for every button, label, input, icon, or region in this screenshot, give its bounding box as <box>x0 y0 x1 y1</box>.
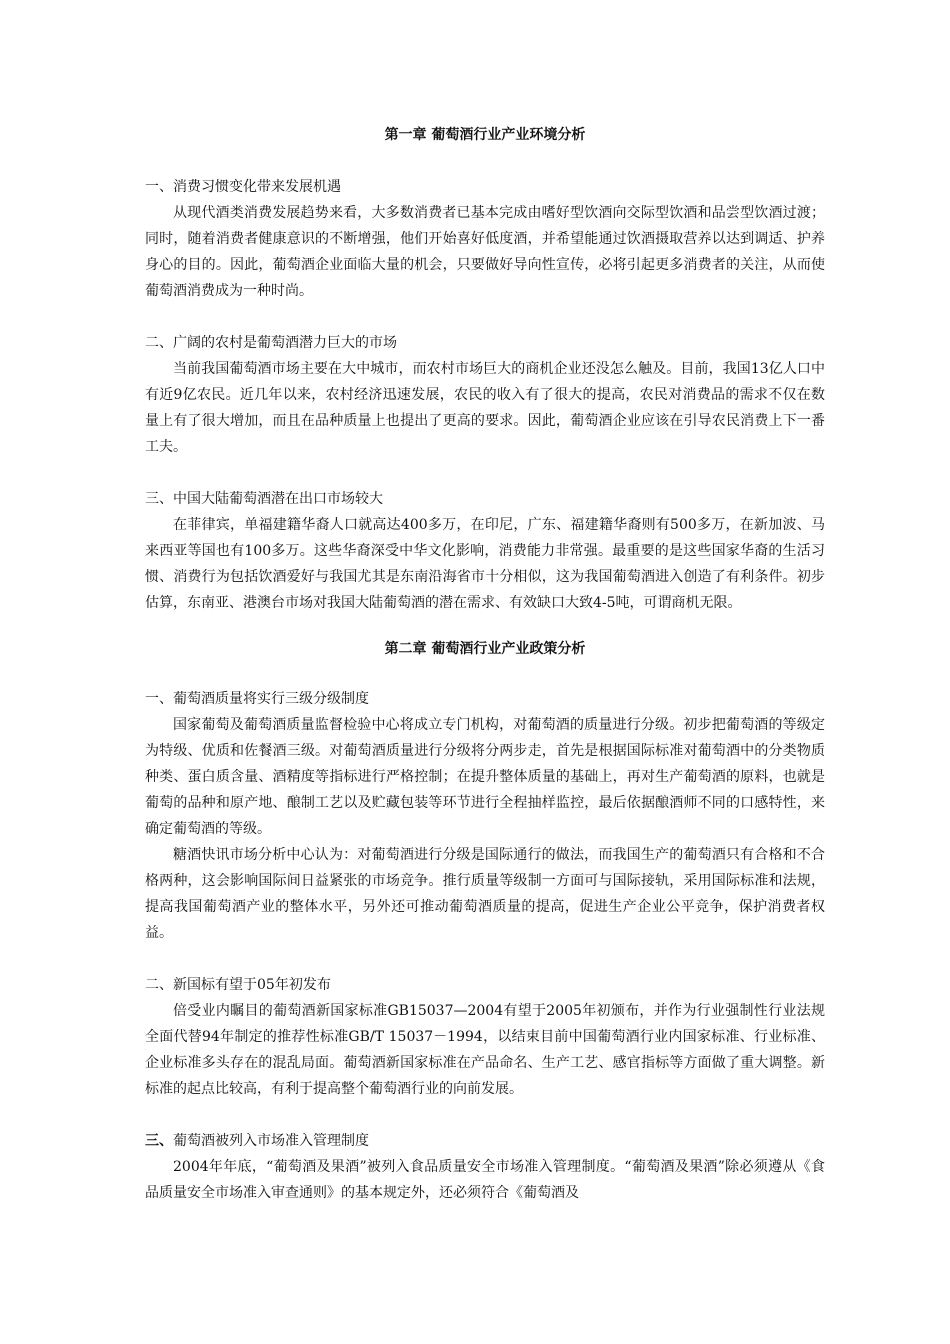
blank-line <box>145 304 825 330</box>
chapter2-section-2 <box>145 972 825 1102</box>
paragraph: 2004年年底，“葡萄酒及果酒”被列入食品质量安全市场准入管理制度。“葡萄酒及果酒”除必须遵从《食品质量安全市场准入审查通则》的基本规定外，还必须符合《葡萄酒及 <box>145 1159 825 1201</box>
section-heading: 二、广阔的农村是葡萄酒潜力巨大的市场 <box>145 335 397 351</box>
chapter1-title: 第一章 葡萄酒行业产业环境分析 <box>384 127 586 143</box>
section-heading: 一、消费习惯变化带来发展机遇 <box>145 179 341 195</box>
paragraph: 国家葡萄及葡萄酒质量监督检验中心将成立专门机构，对葡萄酒的质量进行分级。初步把葡萄酒的等级定为特级、优质和佐餐酒三级。对葡萄酒质量进行分级将分两步走，首先是根据国际标准对葡萄酒中的分类物质种类、蛋白质含量、酒精度等指标进行严格控制；在提升整体质量的基础上，再对生产葡萄酒的原料，也就是葡萄的品种和原产地、酿制工艺以及贮藏包装等环节进行全程抽样监控，最后依据酿酒师不同的口感特性，来确定葡萄酒的等级。 <box>145 717 825 837</box>
paragraph: 从现代酒类消费发展趋势来看，大多数消费者已基本完成由嗜好型饮酒向交际型饮酒和品尝型饮酒过渡；同时，随着消费者健康意识的不断增强，他们开始喜好低度酒，并希望能通过饮酒摄取营养以达到调适、护养身心的目的。因此，葡萄酒企业面临大量的机会，只要做好导向性宣传，必将引起更多消费者的关注，从而使葡萄酒消费成为一种时尚。 <box>145 205 825 299</box>
paragraph: 在菲律宾，单福建籍华裔人口就高达400多万，在印尼，广东、福建籍华裔则有500多万，在新加波、马来西亚等国也有100多万。这些华裔深受中华文化影响，消费能力非常强。最重要的是这些国家华裔的生活习惯、消费行为包括饮酒爱好与我国尤其是东南沿海省市十分相似，这为我国葡萄酒进入创造了有利条件。初步估算，东南亚、港澳台市场对我国大陆葡萄酒的潜在需求、有效缺口大致4-5吨，可谓商机无限。 <box>145 517 825 611</box>
blank-line <box>145 946 825 972</box>
chapter1-section-1 <box>145 174 825 304</box>
chapter2-section-1 <box>145 686 825 946</box>
section-heading: 二、新国标有望于05年初发布 <box>145 977 331 993</box>
section-heading: 三、中国大陆葡萄酒潜在出口市场较大 <box>145 491 383 507</box>
chapter1-section-2 <box>145 330 825 460</box>
section-heading-text: 葡萄酒被列入市场准入管理制度 <box>173 1133 369 1149</box>
blank-line <box>145 460 825 486</box>
section-number: 三、 <box>145 1133 173 1149</box>
chapter2-section-3 <box>145 1128 825 1206</box>
document-page <box>145 122 825 1206</box>
section-heading: 一、葡萄酒质量将实行三级分级制度 <box>145 691 369 707</box>
paragraph: 当前我国葡萄酒市场主要在大中城市，而农村市场巨大的商机企业还没怎么触及。目前，我国13亿人口中有近9亿农民。近几年以来，农村经济迅速发展，农民的收入有了很大的提高，农民对消费品的需求不仅在数量上有了很大增加，而且在品种质量上也提出了更高的要求。因此，葡萄酒企业应该在引导农民消费上下一番工夫。 <box>145 361 825 455</box>
chapter2-title: 第二章 葡萄酒行业产业政策分析 <box>384 641 586 657</box>
paragraph: 糖酒快讯市场分析中心认为：对葡萄酒进行分级是国际通行的做法，而我国生产的葡萄酒只有合格和不合格两种，这会影响国际间日益紧张的市场竞争。推行质量等级制一方面可与国际接轨，采用国际标准和法规，提高我国葡萄酒产业的整体水平，另外还可推动葡萄酒质量的提高，促进生产企业公平竞争，保护消费者权益。 <box>145 847 825 941</box>
section-heading <box>145 1128 825 1154</box>
paragraph: 倍受业内瞩目的葡萄酒新国家标准GB15037—2004有望于2005年初颁布，并作为行业强制性行业法规全面代替94年制定的推荐性标准GB/T 15037－1994，以结束目前中国葡萄酒行业内国家标准、行业标准、企业标准多头存在的混乱局面。葡萄酒新国家标准在产品命名、生产工艺、感官指标等方面做了重大调整。新标准的起点比较高，有利于提高整个葡萄酒行业的向前发展。 <box>145 1003 825 1097</box>
chapter1-section-3 <box>145 486 825 616</box>
blank-line <box>145 1102 825 1128</box>
